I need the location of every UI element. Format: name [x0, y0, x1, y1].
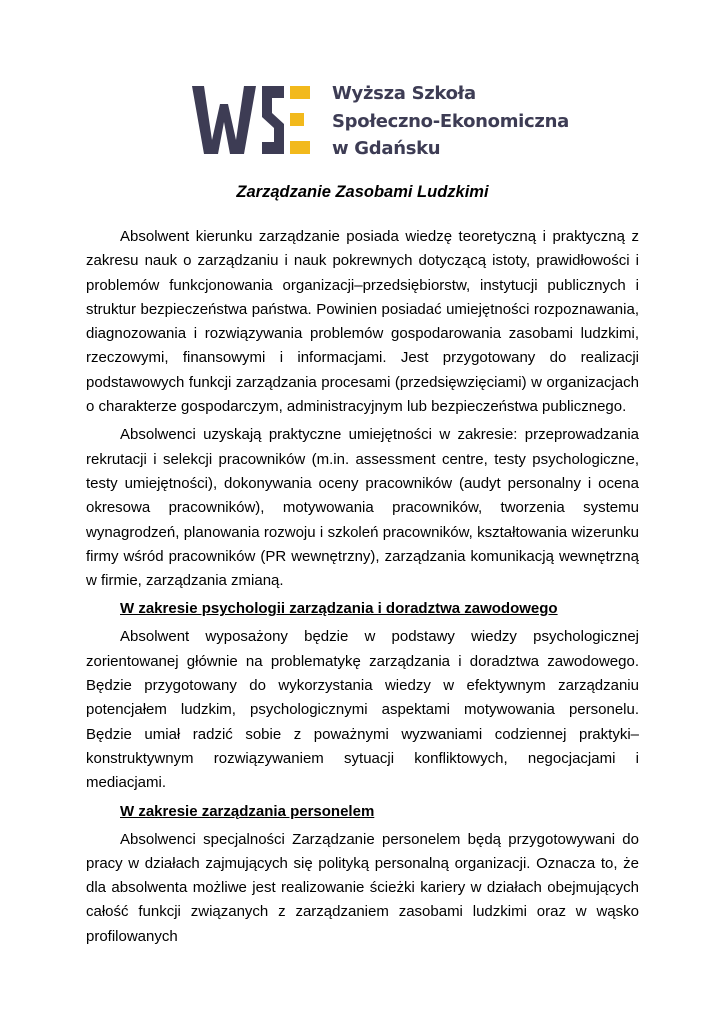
logo-wordmark	[332, 80, 569, 163]
section-heading-personnel: W zakresie zarządzania personelem	[120, 802, 375, 820]
logo-line-3: w Gdańsku	[332, 138, 441, 159]
document-body	[86, 225, 639, 953]
section-text-psychology: Absolwent wyposażony będzie w podstawy wiedzy psychologicznej zorientowanej głównie na problematykę zarządzania i doradztwa zawodowego. Będzie przygotowany do wykorzystania wiedzy w efektywnym zarządzaniu potencjałem ludzkim, psychologicznymi aspektami motywowania personelu. Będzie umiał radzić sobie z poważnymi wyzwaniami codziennej praktyki–konstruktywnym rozwiązywaniem sytuacji konfliktowych, negocjacjami i mediacjami.	[86, 628, 639, 792]
logo-line-2: Społeczno-Ekonomiczna	[332, 110, 569, 132]
intro-paragraph-2: Absolwenci uzyskają praktyczne umiejętności w zakresie: przeprowadzania rekrutacji i selekcji pracowników (m.in. assessment centre, testy psychologiczne, testy umiejętności), dokonywania oceny pracowników (audyt personalny i ocena okresowa pracowników), motywowania pracowników, tworzenia systemu wynagrodzeń, planowania rozwoju i szkoleń pracowników, kształtowania wizerunku firmy wśród pracowników (PR wewnętrzny), zarządzania komunikacją wewnętrzną w firmie, zarządzania zmianą.	[86, 426, 639, 590]
section-heading-psychology: W zakresie psychologii zarządzania i doradztwa zawodowego	[120, 600, 558, 618]
intro-paragraph-1: Absolwent kierunku zarządzanie posiada wiedzę teoretyczną i praktyczną z zakresu nauk o zarządzaniu i nauk pokrewnych dotyczącą istoty, prawidłowości i problemów funkcjonowania organizacji–przedsiębiorstw, instytucji publicznych i struktur bezpieczeństwa państwa. Powinien posiadać umiejętności rozpoznawania, diagnozowania i rozwiązywania problemów gospodarowania zasobami ludzkimi, rzeczowymi, finansowymi i informacjami. Jest przygotowany do realizacji podstawowych funkcji zarządzania procesami (przedsięwzięciami) w organizacjach o charakterze gospodarczym, administracyjnym lub bezpieczeństwa publicznego.	[86, 228, 639, 416]
section-text-personnel: Absolwenci specjalności Zarządzanie personelem będą przygotowywani do pracy w działach zajmujących się polityką personalną organizacji. Oznacza to, że dla absolwenta możliwe jest realizowanie ścieżki kariery w działach obejmujących całość funkcji związanych z zarządzaniem zasobami ludzkimi oraz w wąsko profilowanych	[86, 830, 639, 945]
university-logo	[192, 80, 569, 159]
document-title: Zarządzanie Zasobami Ludzkimi	[236, 183, 489, 201]
logo-line-1: Wyższa Szkoła	[332, 83, 476, 104]
wsse-logo-icon	[192, 86, 310, 154]
